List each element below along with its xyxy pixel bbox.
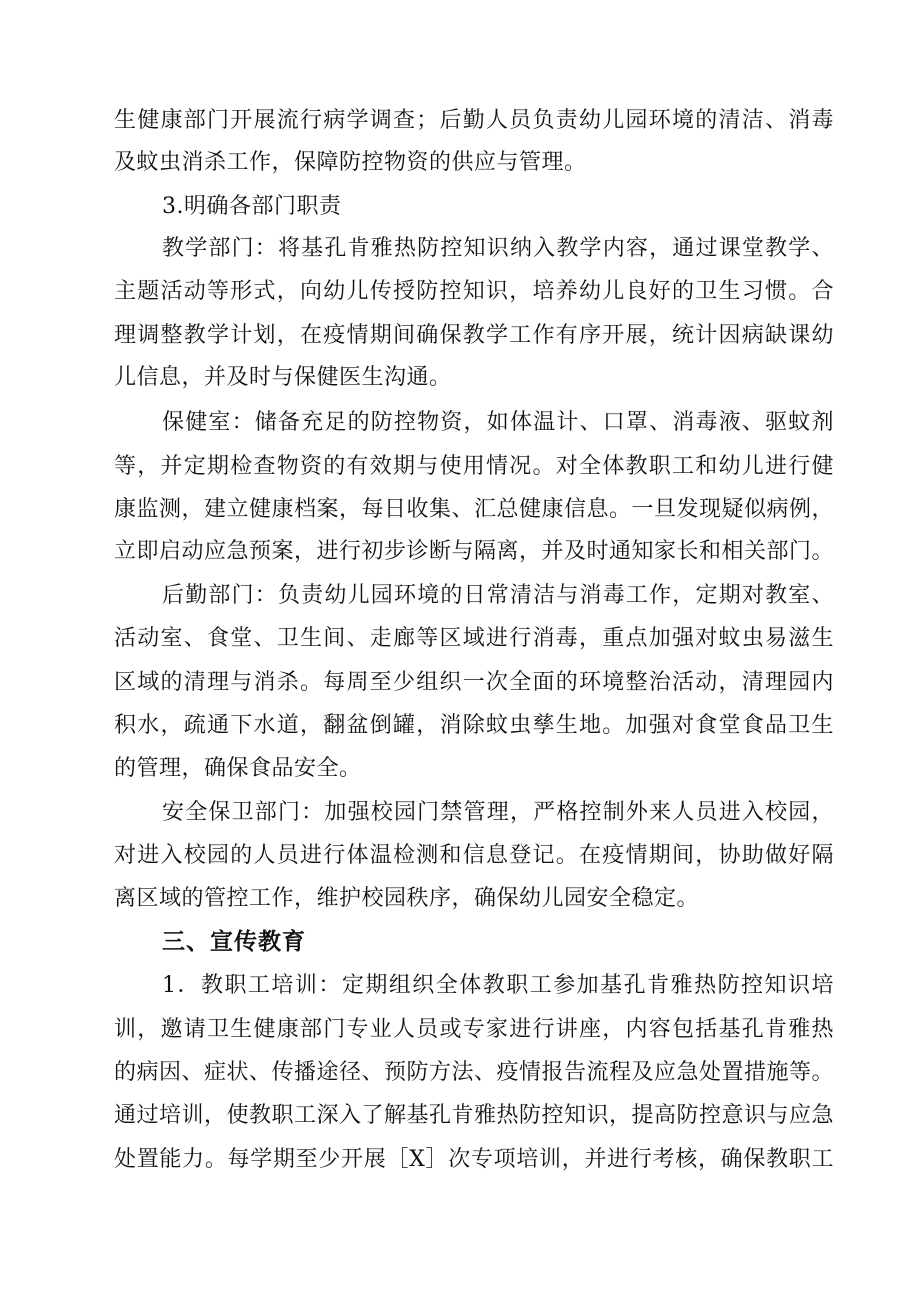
paragraph-line: 等，并定期检查物资的有效期与使用情况。对全体教职工和幼儿进行健: [114, 454, 834, 479]
paragraph-line: 教学部门：将基孔肯雅热防控知识纳入教学内容，通过课堂教学、: [162, 236, 834, 261]
paragraph-line: 及蚊虫消杀工作，保障防控物资的供应与管理。: [114, 150, 587, 175]
paragraph-line: 对进入校园的人员进行体温检测和信息登记。在疫情期间，协助做好隔: [114, 843, 834, 868]
section-subheading: 3.明确各部门职责: [162, 194, 342, 219]
paragraph-line: 区域的清理与消杀。每周至少组织一次全面的环境整治活动，清理园内: [114, 670, 834, 695]
paragraph-line: 生健康部门开展流行病学调查；后勤人员负责幼儿园环境的清洁、消毒: [114, 108, 834, 133]
paragraph-line: 安全保卫部门：加强校园门禁管理，严格控制外来人员进入校园，: [162, 800, 834, 825]
paragraph-line: 积水，疏通下水道，翻盆倒罐，消除蚊虫孳生地。加强对食堂食品卫生: [114, 713, 834, 738]
paragraph-line: 处置能力。每学期至少开展［X］次专项培训，并进行考核，确保教职工: [114, 1147, 834, 1172]
paragraph-line: 立即启动应急预案，进行初步诊断与隔离，并及时通知家长和相关部门。: [114, 539, 835, 564]
paragraph-line: 康监测，建立健康档案，每日收集、汇总健康信息。一旦发现疑似病例，: [114, 497, 835, 522]
paragraph-line: 保健室：储备充足的防控物资，如体温计、口罩、消毒液、驱蚊剂: [162, 410, 834, 435]
paragraph-line: 训，邀请卫生健康部门专业人员或专家进行讲座，内容包括基孔肯雅热: [114, 1017, 834, 1042]
paragraph-line: 活动室、食堂、卫生间、走廊等区域进行消毒，重点加强对蚊虫易滋生: [114, 626, 834, 651]
paragraph-line: 儿信息，并及时与保健医生沟通。: [114, 365, 452, 390]
paragraph-line: 离区域的管控工作，维护校园秩序，确保幼儿园安全稳定。: [114, 886, 700, 911]
section-heading: 三、宣传教育: [162, 929, 306, 955]
paragraph-line: 的病因、症状、传播途径、预防方法、疫情报告流程及应急处置措施等。: [114, 1060, 835, 1085]
paragraph-line: 后勤部门：负责幼儿园环境的日常清洁与消毒工作，定期对教室、: [162, 583, 834, 608]
paragraph-line: 理调整教学计划，在疫情期间确保教学工作有序开展，统计因病缺课幼: [114, 323, 834, 348]
paragraph-line: 主题活动等形式，向幼儿传授防控知识，培养幼儿良好的卫生习惯。合: [114, 279, 834, 304]
paragraph-line: 的管理，确保食品安全。: [114, 756, 362, 781]
paragraph-line: 1．教职工培训：定期组织全体教职工参加基孔肯雅热防控知识培: [162, 973, 834, 998]
paragraph-line: 通过培训，使教职工深入了解基孔肯雅热防控知识，提高防控意识与应急: [114, 1103, 835, 1128]
